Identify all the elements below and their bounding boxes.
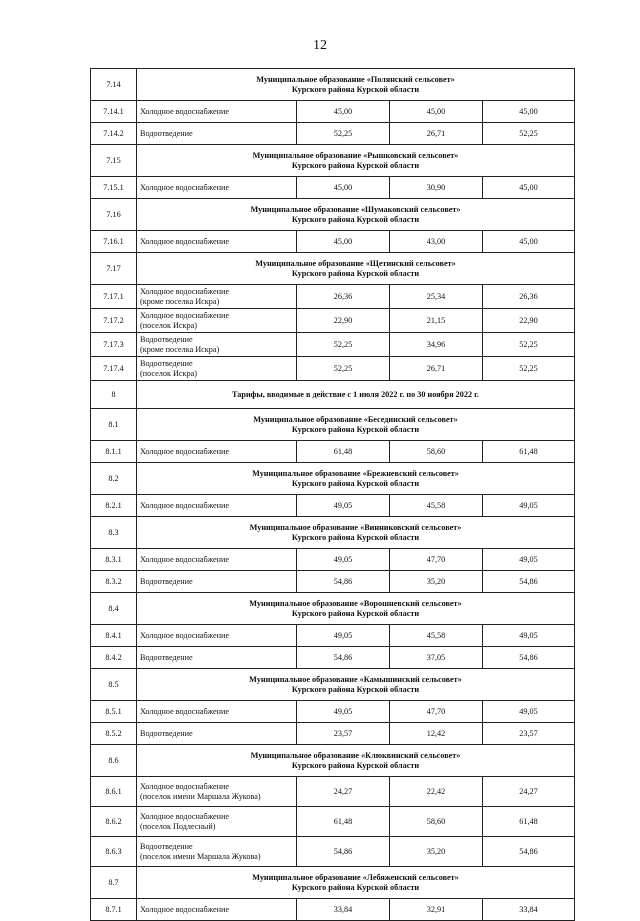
municipality-header xyxy=(137,867,575,899)
tariff-value-1: 22,90 xyxy=(297,309,390,333)
service-name xyxy=(137,899,297,921)
service-name xyxy=(137,837,297,867)
row-number: 8.1 xyxy=(91,409,137,441)
row-number: 8.5.1 xyxy=(91,701,137,723)
service-name xyxy=(137,123,297,145)
tariff-value-3: 49,05 xyxy=(483,495,575,517)
row-number: 7.17.2 xyxy=(91,309,137,333)
tariff-row xyxy=(91,101,575,123)
row-number: 7.17.4 xyxy=(91,357,137,381)
service-type: Водоотведение xyxy=(140,359,193,368)
tariff-row xyxy=(91,309,575,333)
municipality-name: Муниципальное образование «Бесединский сельсовет» xyxy=(253,415,458,424)
tariff-value-3: 23,57 xyxy=(483,723,575,745)
tariff-value-2: 45,58 xyxy=(390,495,483,517)
service-name xyxy=(137,625,297,647)
tariff-value-1: 61,48 xyxy=(297,807,390,837)
row-number: 8.3.2 xyxy=(91,571,137,593)
service-type: Холодное водоснабжение xyxy=(140,236,230,246)
municipality-header xyxy=(137,463,575,495)
municipality-header xyxy=(137,409,575,441)
municipality-header-row xyxy=(91,745,575,777)
row-number: 8 xyxy=(91,381,137,409)
tariff-value-2: 26,71 xyxy=(390,357,483,381)
service-type: Холодное водоснабжение xyxy=(140,630,230,640)
service-name xyxy=(137,647,297,669)
municipality-district: Курского района Курской области xyxy=(291,760,420,770)
row-number: 7.15 xyxy=(91,145,137,177)
municipality-name: Муниципальное образование «Ворошневский сельсовет» xyxy=(249,599,462,608)
row-number: 8.5 xyxy=(91,669,137,701)
municipality-header-row xyxy=(91,145,575,177)
service-name xyxy=(137,807,297,837)
tariff-row xyxy=(91,333,575,357)
municipality-name: Муниципальное образование «Рышковский сельсовет» xyxy=(252,151,459,160)
municipality-header xyxy=(137,669,575,701)
service-area: (поселок имени Маршала Жукова) xyxy=(140,791,261,801)
tariff-value-2: 58,60 xyxy=(390,441,483,463)
municipality-header-row xyxy=(91,199,575,231)
row-number: 8.7.1 xyxy=(91,899,137,921)
tariff-value-3: 54,86 xyxy=(483,647,575,669)
municipality-name: Муниципальное образование «Лебяженский сельсовет» xyxy=(252,873,459,882)
municipality-header xyxy=(137,69,575,101)
tariff-value-1: 24,27 xyxy=(297,777,390,807)
service-type: Холодное водоснабжение xyxy=(140,182,230,192)
tariff-value-3: 54,86 xyxy=(483,837,575,867)
tariff-table xyxy=(90,68,575,921)
service-name xyxy=(137,549,297,571)
municipality-name: Муниципальное образование «Камышинский сельсовет» xyxy=(249,675,462,684)
tariff-value-3: 24,27 xyxy=(483,777,575,807)
service-type: Холодное водоснабжение xyxy=(140,706,230,716)
tariff-row xyxy=(91,625,575,647)
service-area: (кроме поселка Искра) xyxy=(140,344,220,354)
tariff-value-3: 26,36 xyxy=(483,285,575,309)
service-name xyxy=(137,177,297,199)
tariff-value-3: 54,86 xyxy=(483,571,575,593)
municipality-name: Муниципальное образование «Полянский сельсовет» xyxy=(256,75,455,84)
service-type: Холодное водоснабжение xyxy=(140,782,230,791)
service-name xyxy=(137,231,297,253)
row-number: 8.6.1 xyxy=(91,777,137,807)
municipality-header-row xyxy=(91,669,575,701)
tariff-value-2: 35,20 xyxy=(390,837,483,867)
municipality-name: Муниципальное образование «Винниковский сельсовет» xyxy=(249,523,462,532)
tariff-row xyxy=(91,495,575,517)
tariff-row xyxy=(91,231,575,253)
tariff-value-2: 22,42 xyxy=(390,777,483,807)
row-number: 7.14.2 xyxy=(91,123,137,145)
municipality-header-row xyxy=(91,253,575,285)
service-type: Водоотведение xyxy=(140,335,193,344)
row-number: 7.17 xyxy=(91,253,137,285)
row-number: 7.17.1 xyxy=(91,285,137,309)
service-type: Водоотведение xyxy=(140,128,193,138)
service-area: (поселок Искра) xyxy=(140,368,197,378)
tariff-value-2: 34,96 xyxy=(390,333,483,357)
row-number: 7.16.1 xyxy=(91,231,137,253)
tariff-value-3: 33,84 xyxy=(483,899,575,921)
service-name xyxy=(137,701,297,723)
tariff-row xyxy=(91,285,575,309)
tariff-value-2: 43,00 xyxy=(390,231,483,253)
row-number: 7.14 xyxy=(91,69,137,101)
row-number: 7.15.1 xyxy=(91,177,137,199)
tariff-value-3: 52,25 xyxy=(483,123,575,145)
municipality-header xyxy=(137,145,575,177)
service-type: Холодное водоснабжение xyxy=(140,287,230,296)
row-number: 8.4.2 xyxy=(91,647,137,669)
municipality-header-row xyxy=(91,593,575,625)
row-number: 8.3.1 xyxy=(91,549,137,571)
municipality-district: Курского района Курской области xyxy=(291,684,420,694)
tariff-value-1: 61,48 xyxy=(297,441,390,463)
tariff-row xyxy=(91,777,575,807)
tariff-value-1: 45,00 xyxy=(297,177,390,199)
tariff-value-3: 61,48 xyxy=(483,441,575,463)
municipality-name: Муниципальное образование «Шумаковский сельсовет» xyxy=(250,205,461,214)
tariff-value-3: 45,00 xyxy=(483,231,575,253)
tariff-value-1: 23,57 xyxy=(297,723,390,745)
row-number: 8.4.1 xyxy=(91,625,137,647)
service-type: Холодное водоснабжение xyxy=(140,812,230,821)
service-name xyxy=(137,309,297,333)
row-number: 7.17.3 xyxy=(91,333,137,357)
tariff-value-1: 54,86 xyxy=(297,571,390,593)
service-type: Холодное водоснабжение xyxy=(140,904,230,914)
section-header-row xyxy=(91,381,575,409)
municipality-district: Курского района Курской области xyxy=(291,84,420,94)
tariff-row xyxy=(91,441,575,463)
service-type: Водоотведение xyxy=(140,728,193,738)
tariff-value-1: 54,86 xyxy=(297,647,390,669)
tariff-value-2: 25,34 xyxy=(390,285,483,309)
row-number: 8.7 xyxy=(91,867,137,899)
tariff-value-1: 45,00 xyxy=(297,231,390,253)
tariff-table-body xyxy=(91,69,575,921)
service-type: Водоотведение xyxy=(140,576,193,586)
tariff-value-1: 49,05 xyxy=(297,625,390,647)
service-type: Холодное водоснабжение xyxy=(140,106,230,116)
page-number: 12 xyxy=(313,38,327,53)
section-title: Тарифы, вводимые в действие с 1 июля 2022 г. по 30 ноября 2022 г. xyxy=(137,381,575,409)
tariff-value-1: 49,05 xyxy=(297,701,390,723)
tariff-row xyxy=(91,549,575,571)
municipality-district: Курского района Курской области xyxy=(291,478,420,488)
tariff-value-1: 52,25 xyxy=(297,123,390,145)
tariff-value-3: 52,25 xyxy=(483,333,575,357)
tariff-value-3: 22,90 xyxy=(483,309,575,333)
tariff-value-3: 45,00 xyxy=(483,101,575,123)
tariff-row xyxy=(91,837,575,867)
row-number: 8.3 xyxy=(91,517,137,549)
service-type: Холодное водоснабжение xyxy=(140,311,230,320)
service-name xyxy=(137,101,297,123)
tariff-row xyxy=(91,723,575,745)
service-name xyxy=(137,333,297,357)
tariff-value-1: 49,05 xyxy=(297,495,390,517)
municipality-district: Курского района Курской области xyxy=(291,424,420,434)
municipality-name: Муниципальное образование «Брежневский сельсовет» xyxy=(252,469,459,478)
municipality-district: Курского района Курской области xyxy=(291,532,420,542)
municipality-header-row xyxy=(91,409,575,441)
tariff-value-1: 26,36 xyxy=(297,285,390,309)
tariff-value-2: 12,42 xyxy=(390,723,483,745)
municipality-header-row xyxy=(91,69,575,101)
municipality-district: Курского района Курской области xyxy=(291,268,420,278)
tariff-row xyxy=(91,899,575,921)
tariff-row xyxy=(91,701,575,723)
tariff-value-2: 32,91 xyxy=(390,899,483,921)
row-number: 8.6.3 xyxy=(91,837,137,867)
tariff-value-1: 33,84 xyxy=(297,899,390,921)
service-area: (поселок имени Маршала Жукова) xyxy=(140,851,261,861)
row-number: 8.1.1 xyxy=(91,441,137,463)
service-type: Холодное водоснабжение xyxy=(140,446,230,456)
row-number: 8.4 xyxy=(91,593,137,625)
row-number: 8.5.2 xyxy=(91,723,137,745)
service-name xyxy=(137,723,297,745)
service-name xyxy=(137,441,297,463)
municipality-district: Курского района Курской области xyxy=(291,608,420,618)
tariff-value-2: 47,70 xyxy=(390,701,483,723)
service-name xyxy=(137,357,297,381)
municipality-header xyxy=(137,199,575,231)
row-number: 8.6.2 xyxy=(91,807,137,837)
municipality-name: Муниципальное образование «Щетинский сельсовет» xyxy=(255,259,456,268)
tariff-value-3: 49,05 xyxy=(483,549,575,571)
tariff-value-2: 35,20 xyxy=(390,571,483,593)
tariff-row xyxy=(91,357,575,381)
service-type: Холодное водоснабжение xyxy=(140,500,230,510)
tariff-value-2: 37,05 xyxy=(390,647,483,669)
service-name xyxy=(137,571,297,593)
municipality-header xyxy=(137,253,575,285)
tariff-value-2: 26,71 xyxy=(390,123,483,145)
service-area: (кроме поселка Искра) xyxy=(140,296,220,306)
row-number: 8.2 xyxy=(91,463,137,495)
tariff-row xyxy=(91,647,575,669)
municipality-header xyxy=(137,517,575,549)
municipality-header-row xyxy=(91,867,575,899)
municipality-district: Курского района Курской области xyxy=(291,160,420,170)
tariff-value-2: 30,90 xyxy=(390,177,483,199)
tariff-value-3: 49,05 xyxy=(483,625,575,647)
tariff-row xyxy=(91,123,575,145)
tariff-value-1: 45,00 xyxy=(297,101,390,123)
service-type: Холодное водоснабжение xyxy=(140,554,230,564)
tariff-value-1: 52,25 xyxy=(297,357,390,381)
municipality-header-row xyxy=(91,517,575,549)
tariff-value-3: 45,00 xyxy=(483,177,575,199)
tariff-value-1: 49,05 xyxy=(297,549,390,571)
service-name xyxy=(137,285,297,309)
municipality-header xyxy=(137,593,575,625)
tariff-row xyxy=(91,807,575,837)
service-name xyxy=(137,495,297,517)
tariff-value-2: 47,70 xyxy=(390,549,483,571)
tariff-row xyxy=(91,177,575,199)
tariff-row xyxy=(91,571,575,593)
tariff-value-1: 54,86 xyxy=(297,837,390,867)
tariff-value-1: 52,25 xyxy=(297,333,390,357)
tariff-value-2: 58,60 xyxy=(390,807,483,837)
service-area: (поселок Искра) xyxy=(140,320,197,330)
municipality-district: Курского района Курской области xyxy=(291,214,420,224)
service-type: Водоотведение xyxy=(140,842,193,851)
tariff-value-3: 49,05 xyxy=(483,701,575,723)
municipality-header xyxy=(137,745,575,777)
service-type: Водоотведение xyxy=(140,652,193,662)
municipality-name: Муниципальное образование «Клюквинский сельсовет» xyxy=(250,751,461,760)
tariff-value-2: 45,58 xyxy=(390,625,483,647)
row-number: 8.2.1 xyxy=(91,495,137,517)
municipality-header-row xyxy=(91,463,575,495)
tariff-value-2: 45,00 xyxy=(390,101,483,123)
service-area: (поселок Подлесный) xyxy=(140,821,216,831)
tariff-value-2: 21,15 xyxy=(390,309,483,333)
row-number: 7.14.1 xyxy=(91,101,137,123)
tariff-value-3: 61,48 xyxy=(483,807,575,837)
row-number: 8.6 xyxy=(91,745,137,777)
row-number: 7.16 xyxy=(91,199,137,231)
tariff-value-3: 52,25 xyxy=(483,357,575,381)
service-name xyxy=(137,777,297,807)
municipality-district: Курского района Курской области xyxy=(291,882,420,892)
